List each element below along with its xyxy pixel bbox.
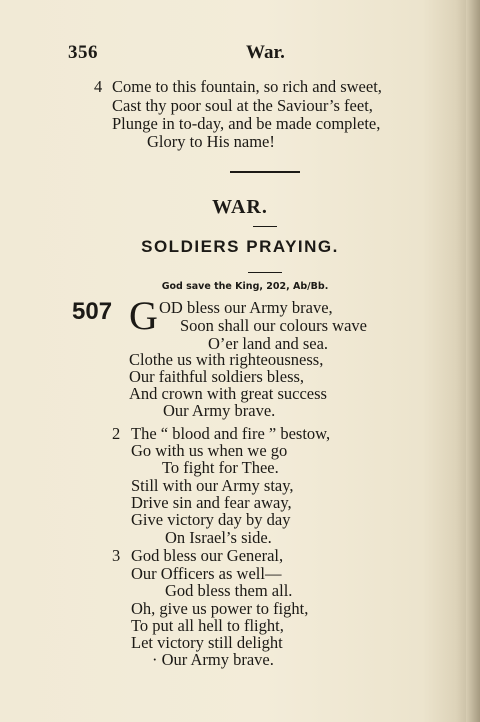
- section-rule: [230, 171, 300, 173]
- hymn-line: To fight for Thee.: [162, 458, 279, 477]
- section-subtitle: SOLDIERS PRAYING.: [141, 237, 339, 256]
- hymn-line: The “ blood and fire ” bestow,: [131, 424, 331, 443]
- verse-number: 3: [112, 546, 121, 565]
- hymn-line: O’er land and sea.: [208, 334, 329, 353]
- hymn-line: OD bless our Army brave,: [159, 298, 333, 317]
- hymn-line: God bless our General,: [131, 546, 284, 565]
- hymn-line: Our faithful soldiers bless,: [129, 367, 305, 386]
- page-gutter: [466, 0, 480, 722]
- subtitle-rule: [248, 272, 282, 273]
- section-title: WAR.: [212, 196, 268, 218]
- tune-reference: God save the King, 202, Ab/Bb.: [161, 281, 329, 292]
- verse-number: 4: [94, 77, 103, 96]
- hymn-line: Give victory day by day: [131, 510, 291, 529]
- hymn-line: Soon shall our colours wave: [180, 316, 367, 335]
- hymn-number: 507: [72, 298, 113, 325]
- hymn-line: God bless them all.: [165, 581, 293, 600]
- hymn-line: To put all hell to flight,: [131, 616, 284, 635]
- hymn-line: Still with our Army stay,: [131, 476, 294, 495]
- hymn-line: · Our Army brave.: [152, 650, 274, 669]
- hymn-line: Come to this fountain, so rich and sweet,: [112, 77, 382, 96]
- hymn-line: Drive sin and fear away,: [131, 493, 292, 512]
- hymn-line: Our Officers as well—: [131, 564, 282, 583]
- hymn-line: On Israel’s side.: [165, 528, 272, 547]
- hymn-line: Go with us when we go: [131, 441, 288, 460]
- hymn-line: Glory to His name!: [147, 132, 275, 151]
- running-head: War.: [246, 42, 285, 63]
- title-rule: [253, 226, 277, 227]
- hymn-line: Plunge in to-day, and be made complete,: [112, 114, 381, 133]
- hymn-line: Oh, give us power to fight,: [131, 599, 309, 618]
- drop-cap: G: [129, 293, 158, 338]
- hymn-line: Our Army brave.: [163, 401, 276, 420]
- page-header: [68, 42, 428, 66]
- page-number: 356: [68, 42, 98, 63]
- verse-number: 2: [112, 424, 121, 443]
- hymn-line: And crown with great success: [129, 384, 327, 403]
- hymn-line: Let victory still delight: [131, 633, 283, 652]
- hymn-line: Clothe us with righteousness,: [129, 350, 324, 369]
- hymn-line: Cast thy poor soul at the Saviour’s feet,: [112, 96, 373, 115]
